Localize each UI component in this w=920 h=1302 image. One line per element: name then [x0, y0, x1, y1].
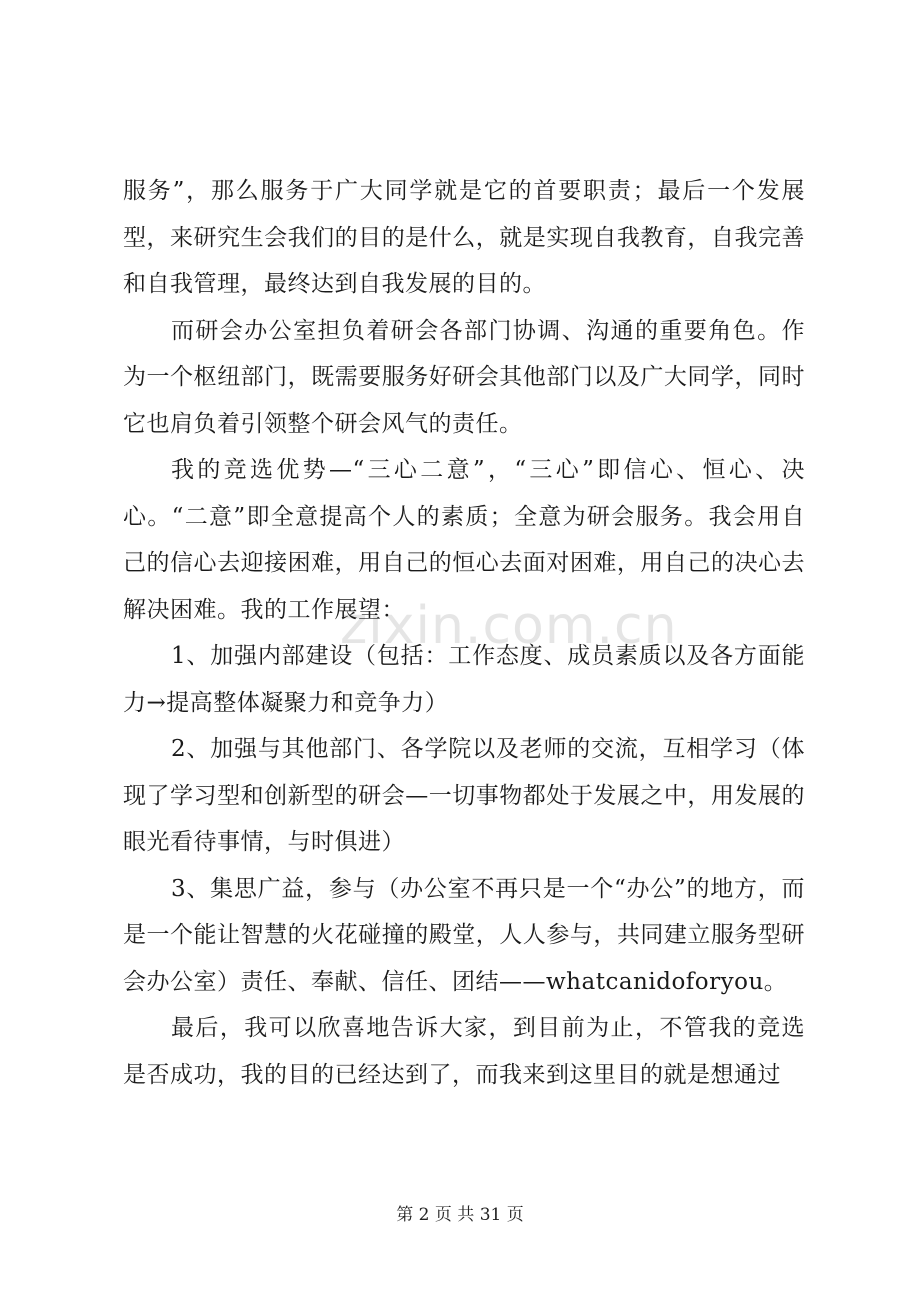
watermark: zixin.com.cn: [340, 596, 678, 656]
paragraph-4: 1、加强内部建设（包括：工作态度、成员素质以及各方面能力→提高整体凝聚力和竞争力）: [123, 643, 805, 716]
paragraph-2: 而研会办公室担负着研会各部门协调、沟通的重要角色。作为一个枢纽部门，既需要服务好研会其他部门以及广大同学，同时它也肩负着引领整个研会风气的责任。: [123, 317, 805, 437]
paragraph-7: 最后，我可以欣喜地告诉大家，到目前为止，不管我的竞选是否成功，我的目的已经达到了，而我来到这里目的就是想通过: [123, 1015, 805, 1088]
document-body: [123, 168, 805, 1098]
paragraph-3: 我的竞选优势—“三心二意”，“三心”即信心、恒心、决心。“二意”即全意提高个人的素质；全意为研会服务。我会用自己的信心去迎接困难，用自己的恒心去面对困难，用自己的决心去解决困难。我的工作展望：: [123, 457, 805, 623]
paragraph-6: 3、集思广益，参与（办公室不再只是一个“办公”的地方，而是一个能让智慧的火花碰撞的殿堂，人人参与，共同建立服务型研会办公室）责任、奉献、信任、团结——whatcanidoforyou。: [123, 875, 805, 995]
page-footer: 第 2 页 共 31 页: [396, 1205, 524, 1225]
paragraph-5: 2、加强与其他部门、各学院以及老师的交流，互相学习（体现了学习型和创新型的研会—一切事物都处于发展之中，用发展的眼光看待事情，与时俱进）: [123, 736, 805, 855]
paragraph-1: 服务”，那么服务于广大同学就是它的首要职责；最后一个发展型，来研究生会我们的目的是什么，就是实现自我教育，自我完善和自我管理，最终达到自我发展的目的。: [123, 178, 805, 297]
